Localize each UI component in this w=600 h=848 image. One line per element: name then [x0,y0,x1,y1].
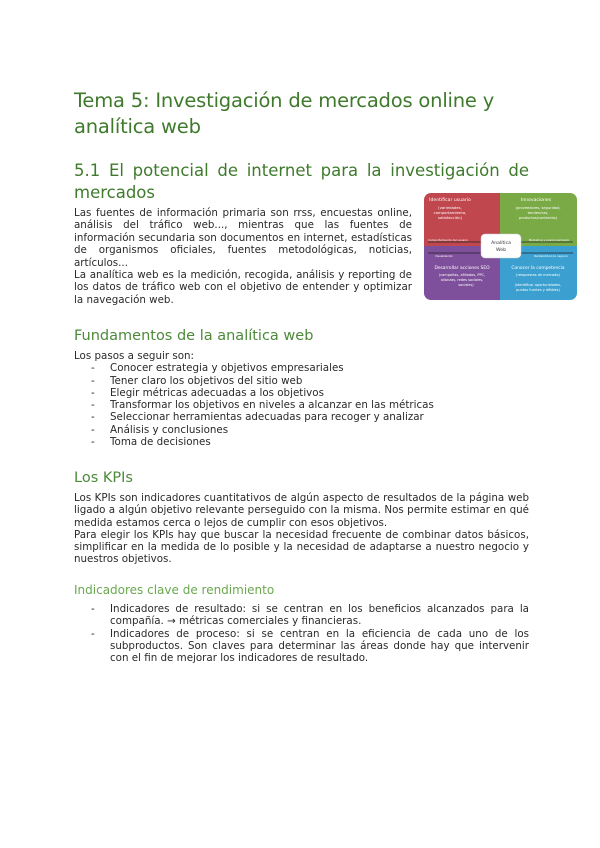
center-label: Analítica [491,241,511,246]
section-heading: 5.1 El potencial de internet para la investigación de mercados [74,161,529,202]
list-item: - Conocer estrategia y objetivos empresariales [74,362,529,374]
indicators-list [74,603,529,664]
fundamentos-heading: Fundamentos de la analítica web [74,328,314,344]
indicadores-block [74,603,529,664]
quadrant-text: (respuestas de mercado) [516,273,560,277]
page-title: Tema 5: Investigación de mercados online y analítica web [74,89,495,138]
fundamentos-intro: Los pasos a seguir son: [74,350,195,362]
list-item: - Tener claro los objetivos del sitio web [74,375,529,387]
paragraph: La analítica web es la medición, recogida, análisis y reporting de los datos de tráfico web con el objetivo de entender y optimizar la navegación web. [74,269,412,306]
quadrant-title: Conocer la competencia [511,266,565,271]
quadrant-text: productos/contenido) [518,216,558,220]
quadrant-text: satisfacción) [438,215,462,220]
web-analytics-diagram [424,193,577,300]
paragraph: Los KPIs son indicadores cuantitativos de algún aspecto de resultados de la página web ligado a algún objetivo relevante perseguido con la misma. Nos permite estimar en qué medida estamos cerca o lejos de cumplir con esos objetivos. [74,492,529,529]
steps-list [74,362,529,448]
center-label: Web [495,248,507,253]
kpis-heading: Los KPIs [74,470,133,486]
diagram-center [481,234,521,258]
kpis-block [74,492,529,566]
quadrant-text: (campañas, afiliados, PPC, [438,273,486,277]
indicadores-heading: Indicadores clave de rendimiento [74,583,275,597]
list-item: - Toma de decisiones [74,436,529,448]
quadrant-title: Identificar usuario [429,198,471,203]
list-item: - Transformar los objetivos en niveles a alcanzar en las métricas [74,399,529,411]
list-item: - Indicadores de proceso: si se centran en la eficiencia de cada uno de los subproductos. Son claves para determinar las áreas donde hay que intervenir con el fin de mejorar los indicadores de resultado. [74,628,529,665]
quadrant-title: Innovaciones [520,198,552,203]
fundamentos-block [74,350,529,448]
quadrant-text: sociales) [458,283,474,287]
quadrant-text: puntos fuertes y débiles) [516,288,560,292]
quadrant-text: alianzas, redes sociales, [440,278,484,282]
arrow-label: Visualización [434,254,454,258]
quadrant-text: tendencias, [527,211,549,215]
paragraph: Las fuentes de información primaria son rrss, encuestas online, análisis del tráfico web..., mientras que las fuentes de información secundaria son documentos en internet, estadísticas de organismos oficiales, fuentes metodológicas, noticias, artículos... [74,207,412,269]
list-item: - Indicadores de resultado: si se centran en los beneficios alcanzados para la compañía. → métricas comerciales y financieras. [74,603,529,628]
list-item: - Análisis y conclusiones [74,424,529,436]
quadrant-text: (identificar oportunidades, [514,283,562,287]
arrow-label: Rentabilidad de negocio [534,254,568,258]
quadrant-text: (proveedores, seguridad, [515,206,561,210]
quadrant-text: (variedades, [438,205,462,210]
arrow-label: Comportamiento del usuario [427,238,469,242]
quadrant-text: comportamiento, [433,210,467,215]
section-intro [74,207,412,306]
list-item: - Elegir métricas adecuadas a los objetivos [74,387,529,399]
paragraph: Para elegir los KPIs hay que buscar la necesidad frecuente de combinar datos básicos, simplificar en la medida de lo posible y la necesidad de adaptarse a nuestro negocio y nuestros objetivos. [74,528,529,566]
arrow-label: Marketing y posicionamiento [528,238,570,242]
quadrant-title: Desarrollar acciones SEO [434,266,490,271]
list-item: - Seleccionar herramientas adecuadas para recoger y analizar [74,411,529,423]
